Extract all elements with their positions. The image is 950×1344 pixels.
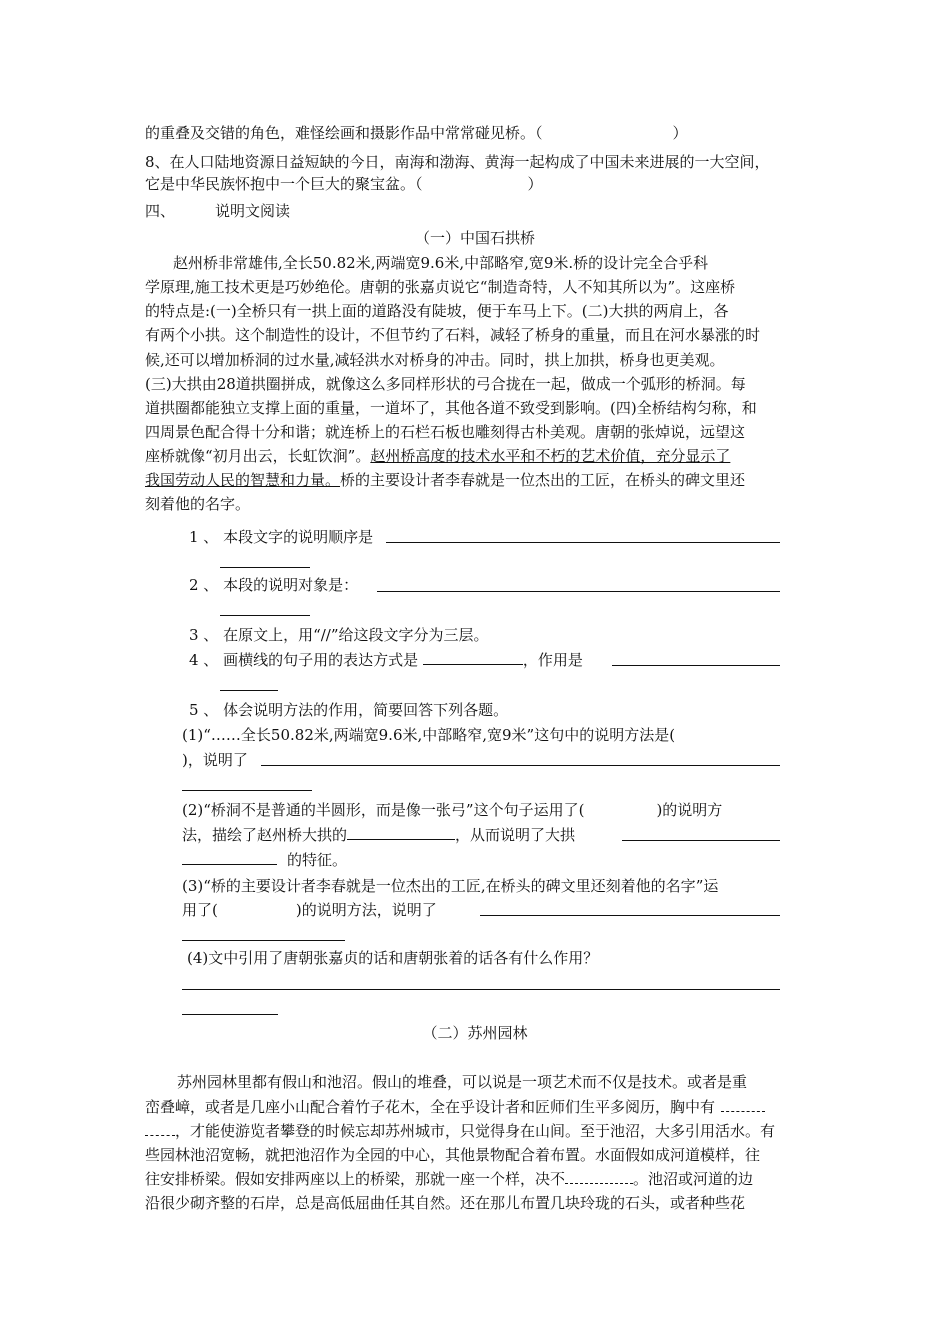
question-8-line-1: 8、在人口陆地资源日益短缺的今日，南海和渤海、黄海一起构成了中国未来进展的一大空间， [145, 153, 770, 171]
question-8-line-2: 它是中华民族怀抱中一个巨大的聚宝盆。（ ） [145, 175, 543, 193]
answer-blank[interactable] [347, 825, 455, 840]
section-heading: 四、 说明文阅读 [145, 202, 291, 220]
answer-line[interactable] [220, 690, 278, 691]
passage-line: 有两个小拱。这个制造性的设计，不但节约了石料，减轻了桥身的重量，而且在河水暴涨的时 [145, 326, 761, 344]
answer-line[interactable] [377, 591, 780, 592]
passage-line: 刻着他的名字。 [145, 495, 251, 513]
passage-title: （一）中国石拱桥 [414, 229, 535, 247]
answer-line[interactable] [622, 840, 780, 841]
answer-line[interactable] [182, 790, 312, 791]
answer-line[interactable] [386, 542, 780, 543]
question-5-2-cont: 法，描绘了赵州桥大拱的 ，从而说明了大拱 [182, 826, 576, 844]
answer-line[interactable] [480, 915, 780, 916]
answer-line[interactable] [182, 940, 345, 941]
question-5-4: (4)文中引用了唐朝张嘉贞的话和唐朝张着的话各有什么作用？ [187, 949, 599, 967]
passage-line: 些园林池沼宽畅，就把池沼作为全园的中心，其他景物配合着布置。水面假如成河道模样，往 [145, 1146, 761, 1164]
passage-line: 的特点是:(一)全桥只有一拱上面的道路没有陡坡，便于车马上下。(二)大拱的两肩上，各 [145, 302, 729, 320]
answer-blank[interactable] [182, 850, 277, 865]
question-5-1-cont: )，说明了 [182, 751, 248, 769]
answer-line[interactable] [261, 765, 780, 766]
passage-line: 苏州园林里都有假山和池沼。假山的堆叠，可以说是一项艺术而不仅是技术。或者是重 [177, 1073, 748, 1091]
passage-line: (三)大拱由28道拱圈拼成，就像这么多同样形状的弓合拢在一起，做成一个弧形的桥洞。每 [145, 375, 746, 393]
question-5-3: (3)“桥的主要设计者李春就是一位杰出的工匠,在桥头的碑文里还刻着他的名字”运 [182, 877, 719, 895]
answer-blank[interactable] [423, 650, 523, 665]
question-5-3-cont: 用了( )的说明方法，说明了 [182, 901, 437, 919]
question-1: 1 、 本段文字的说明顺序是 [189, 528, 374, 546]
question-5-2-end: 的特征。 [182, 850, 347, 870]
question-5-1: (1)“……全长50.82米,两端宽9.6米,中部略窄,宽9米”这句中的说明方法是( [182, 726, 676, 744]
answer-line[interactable] [220, 615, 310, 616]
question-2: 2 、 本段的说明对象是： [189, 576, 359, 594]
question-3: 3 、 在原文上，用“//”给这段文字分为三层。 [189, 626, 489, 644]
passage-line: 往安排桥梁。假如安排两座以上的桥梁，那就一座一个样，决不 。池沼或河道的边 [145, 1170, 754, 1188]
underlined-sentence: 赵州桥高度的技术水平和不朽的艺术价值，充分显示了 [370, 447, 731, 465]
answer-line[interactable] [612, 665, 780, 666]
passage-line: 候,还可以增加桥洞的过水量,减轻洪水对桥身的冲击。同时，拱上加拱，桥身也更美观。 [145, 351, 725, 369]
text-line: 的重叠及交错的角色，难怪绘画和摄影作品中常常碰见桥。（ ） [145, 124, 688, 142]
question-5-2: (2)“桥洞不是普通的半圆形，而是像一张弓”这个句子运用了( )的说明方 [182, 801, 723, 819]
passage-line: 座桥就像“初月出云，长虹饮涧”。赵州桥高度的技术水平和不朽的艺术价值，充分显示了 [145, 447, 731, 465]
fill-blank[interactable] [565, 1171, 633, 1184]
answer-line[interactable] [182, 989, 780, 990]
passage-line: 赵州桥非常雄伟,全长50.82米,两端宽9.6米,中部略窄,宽9米.桥的设计完全合乎科 [173, 254, 709, 272]
passage-line: 学原理,施工技术更是巧妙绝伦。唐朝的张嘉贞说它“制造奇特，人不知其所以为”。这座桥 [145, 278, 736, 296]
passage-line: 沿很少砌齐整的石岸，总是高低屈曲任其自然。还在那儿布置几块玲珑的石头，或者种些花 [145, 1194, 746, 1212]
passage-line: 道拱圈都能独立支撑上面的重量，一道坏了，其他各道不致受到影响。(四)全桥结构匀称，和 [145, 399, 757, 417]
answer-line[interactable] [182, 1014, 278, 1015]
passage-line: 四周景色配合得十分和谐；就连桥上的石栏石板也雕刻得古朴美观。唐朝的张焯说，远望这 [145, 423, 746, 441]
fill-blank[interactable] [721, 1099, 765, 1112]
passage-line: 我国劳动人民的智慧和力量。桥的主要设计者李春就是一位杰出的工匠，在桥头的碑文里还 [145, 471, 746, 489]
question-4: 4 、 画横线的句子用的表达方式是 ，作用是 [189, 651, 583, 669]
passage-line: ，才能使游览者攀登的时候忘却苏州城市，只觉得身在山间。至于池沼，大多引用活水。有 [145, 1121, 775, 1141]
passage-title: （二）苏州园林 [422, 1024, 528, 1042]
question-5: 5 、 体会说明方法的作用，简要回答下列各题。 [189, 701, 509, 719]
underlined-sentence: 我国劳动人民的智慧和力量。 [145, 471, 341, 489]
answer-line[interactable] [220, 567, 310, 568]
fill-blank[interactable] [145, 1123, 175, 1136]
passage-line: 峦叠嶂，或者是几座小山配合着竹子花木，全在乎设计者和匠师们生平多阅历，胸中有 [145, 1097, 765, 1117]
